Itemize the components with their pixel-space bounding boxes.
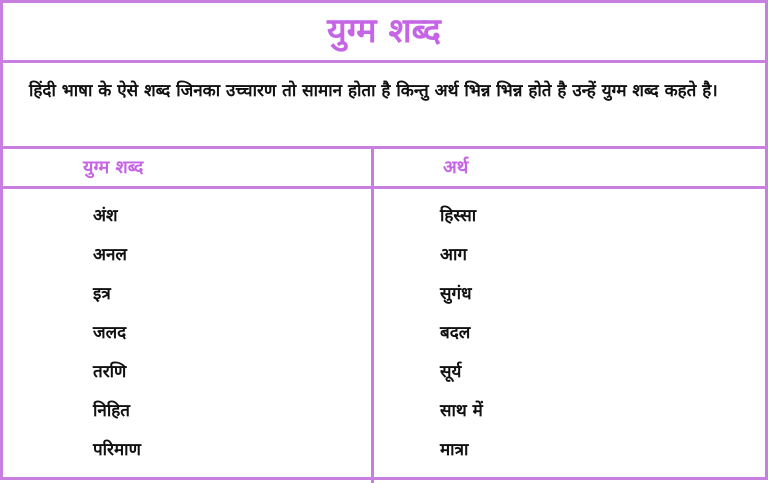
meaning-cell: सूर्य xyxy=(440,362,462,382)
description-box xyxy=(3,63,765,149)
column-header-word: युग्म शब्द xyxy=(83,157,144,178)
page-title: युग्म शब्द xyxy=(327,11,441,51)
word-cell: अंश xyxy=(93,206,118,226)
meaning-cell: बदल xyxy=(440,323,471,343)
meaning-cell: साथ में xyxy=(440,401,483,421)
word-cell: अनल xyxy=(93,245,127,265)
column-header-meaning: अर्थ xyxy=(443,157,469,178)
word-cell: तरणि xyxy=(93,362,127,382)
word-cell: निहित xyxy=(93,401,130,421)
table-row xyxy=(3,275,765,314)
table-header-row xyxy=(3,149,765,189)
table-body xyxy=(3,189,765,477)
meaning-cell: आग xyxy=(440,245,467,265)
table-row xyxy=(3,314,765,353)
table-row xyxy=(3,197,765,236)
title-box xyxy=(3,3,765,63)
table-row xyxy=(3,392,765,431)
word-cell: जलद xyxy=(93,323,127,343)
meaning-cell: सुगंध xyxy=(440,284,472,304)
word-cell: परिमाण xyxy=(93,440,141,460)
table-row xyxy=(3,431,765,470)
description-text: हिंदी भाषा के ऐसे शब्द जिनका उच्चारण तो सामान होता है किन्तु अर्थ भिन्न भिन्न होते है उन्हें युग्म शब्द कहते है। xyxy=(29,81,718,101)
meaning-cell: हिस्सा xyxy=(440,206,477,226)
meaning-cell: मात्रा xyxy=(440,440,469,460)
word-cell: इत्र xyxy=(93,284,111,304)
table-row xyxy=(3,353,765,392)
table-row xyxy=(3,236,765,275)
